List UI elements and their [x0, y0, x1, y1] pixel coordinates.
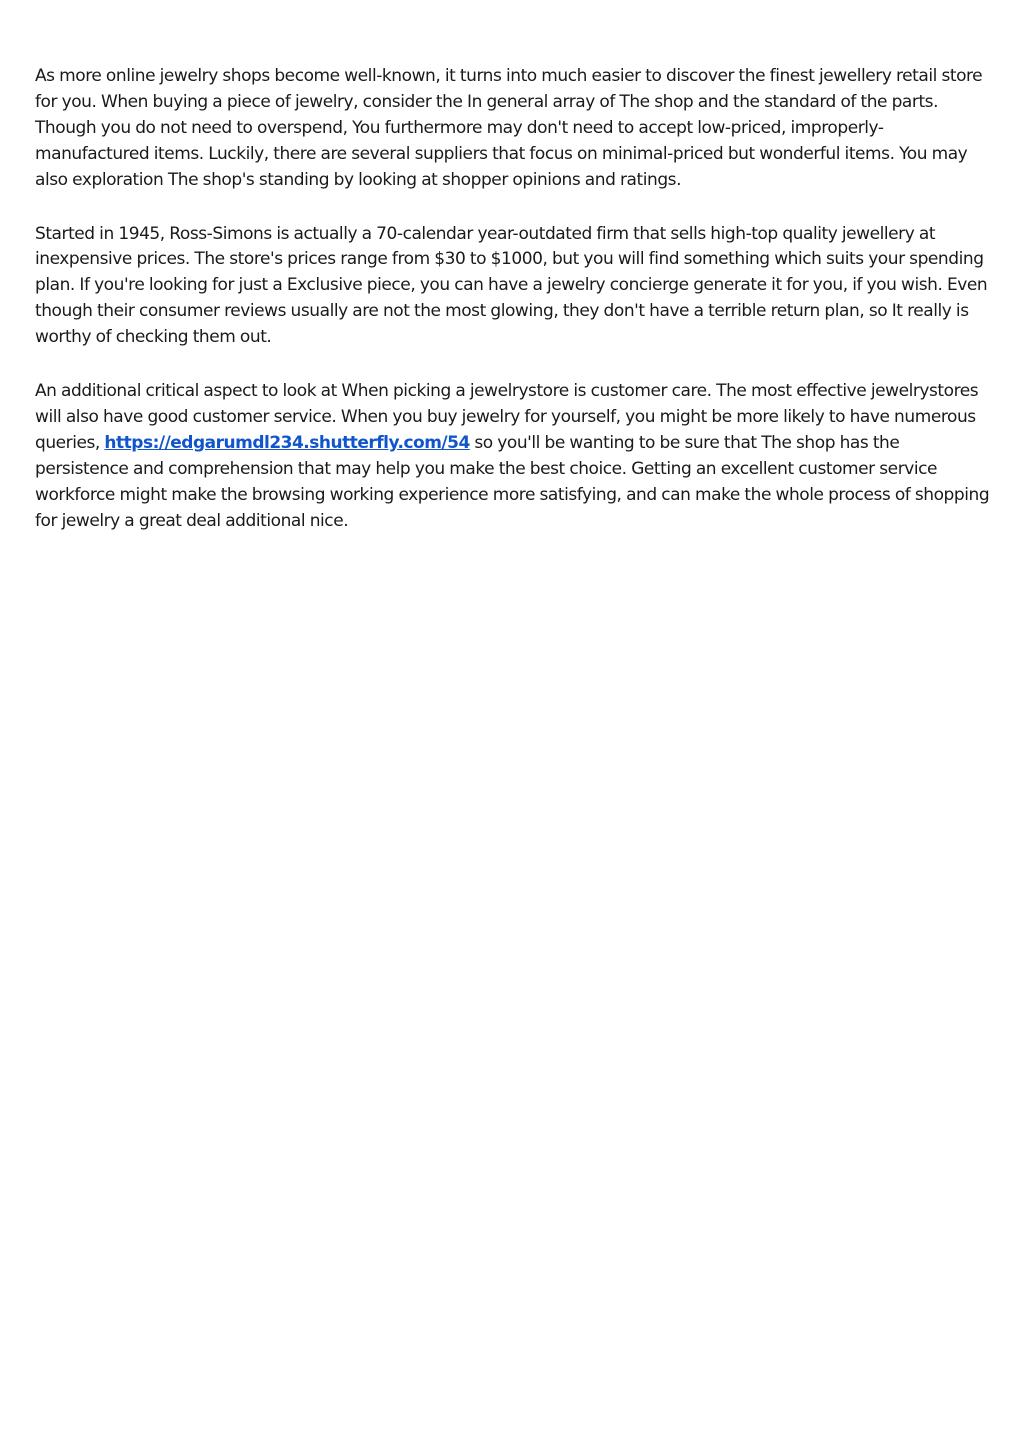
- paragraph-1: As more online jewelry shops become well-known, it turns into much easier to discover the finest jewellery retail store for you. When buying a piece of jewelry, consider the In general array of The shop and the standard of the parts. Though you do not need to overspend, You furthermore may don't need to accept low-priced, improperly-manufactured items. Luckily, there are several suppliers that focus on minimal-priced but wonderful items. You may also exploration The shop's standing by looking at shopper opinions and ratings.: [35, 66, 983, 190]
- paragraph-3-text-after-link: so you'll be wanting to be sure that The shop has the persistence and comprehension that may help you make the best choice. Getting an excellent customer service workforce might make the browsing working experience more satisfying, and can make the whole process of shopping for jewelry a great deal additional nice.: [35, 432, 990, 531]
- paragraph-3: [35, 379, 993, 534]
- shutterfly-link[interactable]: https://edgarumdl234.shutterfly.com/54: [104, 432, 470, 453]
- paragraph-3-text-before-link: An additional critical aspect to look at When picking a jewelrystore is customer care. The most effective jewelrystores will also have good customer service. When you buy jewelry for yourself, you might be more likely to have numerous queries,: [35, 381, 979, 453]
- paragraph-2: Started in 1945, Ross-Simons is actually a 70-calendar year-outdated firm that sells high-top quality jewellery at inexpensive prices. The store's prices range from $30 to $1000, but you will find something which suits your spending plan. If you're looking for just a Exclusive piece, you can have a jewelry concierge generate it for you, if you wish. Even though their consumer reviews usually are not the most glowing, they don't have a terrible return plan, so It really is worthy of checking them out.: [35, 223, 988, 348]
- document-body: [35, 64, 993, 563]
